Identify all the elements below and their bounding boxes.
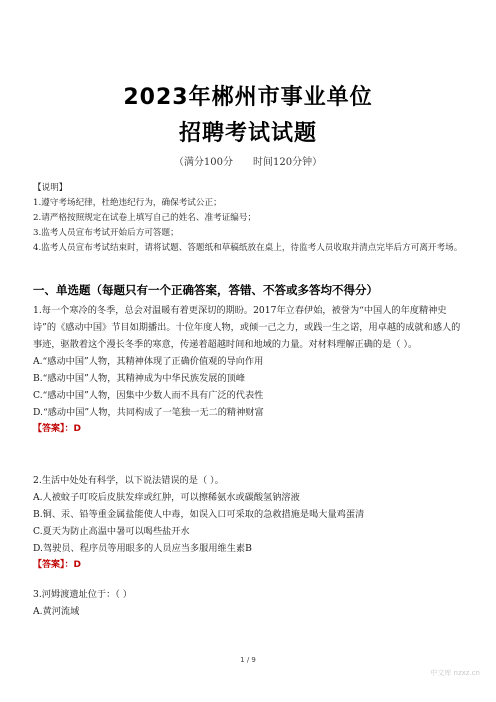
question-option: C.“感动中国”人物，因集中少数人而不具有广泛的代表性 <box>33 390 264 401</box>
instruction-item: 1.遵守考场纪律，杜绝违纪行为，确保考试公正； <box>33 198 222 208</box>
instruction-item: 3.监考人员宣布考试开始后方可答题； <box>33 228 179 238</box>
question-option: A.人被蚊子叮咬后皮肤发痒或红肿，可以擦稀氨水或碳酸氢钠溶液 <box>33 492 300 503</box>
instruction-item: 2.请严格按照规定在试卷上填写自己的姓名、准考证编号； <box>33 213 257 223</box>
document-title-line1: 2023年郴州市事业单位 <box>123 85 373 110</box>
question-option: D.“感动中国”人物，共同构成了一笔独一无二的精神财富 <box>33 407 264 418</box>
page-number: 1 / 9 <box>240 656 256 664</box>
answer-label: 【答案】：D <box>33 560 81 570</box>
instructions <box>33 181 473 256</box>
watermark: 中文库 nzxz.cn <box>430 669 480 677</box>
question-2 <box>33 472 469 574</box>
instructions-heading: 【说明】 <box>33 183 68 193</box>
question-option: A.黄河流域 <box>33 606 80 617</box>
exam-info: （满分100分 时间120分钟） <box>173 157 323 168</box>
document-title-line2: 招聘考试试题 <box>178 121 317 146</box>
question-option: D.驾驶员、程序员等用眼多的人员应当多服用维生素B <box>33 543 252 554</box>
question-1 <box>33 302 469 438</box>
question-option: A.“感动中国”人物，其精神体现了正确价值观的导向作用 <box>33 356 264 367</box>
question-3 <box>33 586 469 620</box>
instruction-item: 4.监考人员宣布考试结束时，请将试题、答题纸和草稿纸放在桌上，待监考人员收取并清点完毕后方可离开考场。 <box>33 243 463 253</box>
question-option: B.“感动中国”人物，其精神成为中华民族发展的顶峰 <box>33 373 246 384</box>
section-heading: 一、单选题（每题只有一个正确答案，答错、不答或多答均不得分） <box>33 283 378 297</box>
question-stem: 1.每一个寒冷的冬季，总会对温暖有着更深切的期盼。2017年立春伊始，被誉为“中国人的年度精神史诗”的《感动中国》节目如期播出。十位年度人物，或倾一己之力，或践一生之诺，用卓越的成就和感人的事迹，驱散着这个漫长冬季的寒意，传递着超越时间和地域的力量。对材料理解正确的是（ ）。 <box>33 305 461 350</box>
question-option: B.铜、汞、铅等重金属盐能使人中毒，如误入口可采取的急救措施是喝大量鸡蛋清 <box>33 509 365 520</box>
question-option: C.夏天为防止高温中暑可以喝些盐开水 <box>33 526 190 537</box>
question-stem: 2.生活中处处有科学，以下说法错误的是（ ）。 <box>33 475 224 486</box>
answer-label: 【答案】：D <box>33 424 81 434</box>
question-stem: 3.河姆渡遗址位于：（ ） <box>33 589 132 600</box>
